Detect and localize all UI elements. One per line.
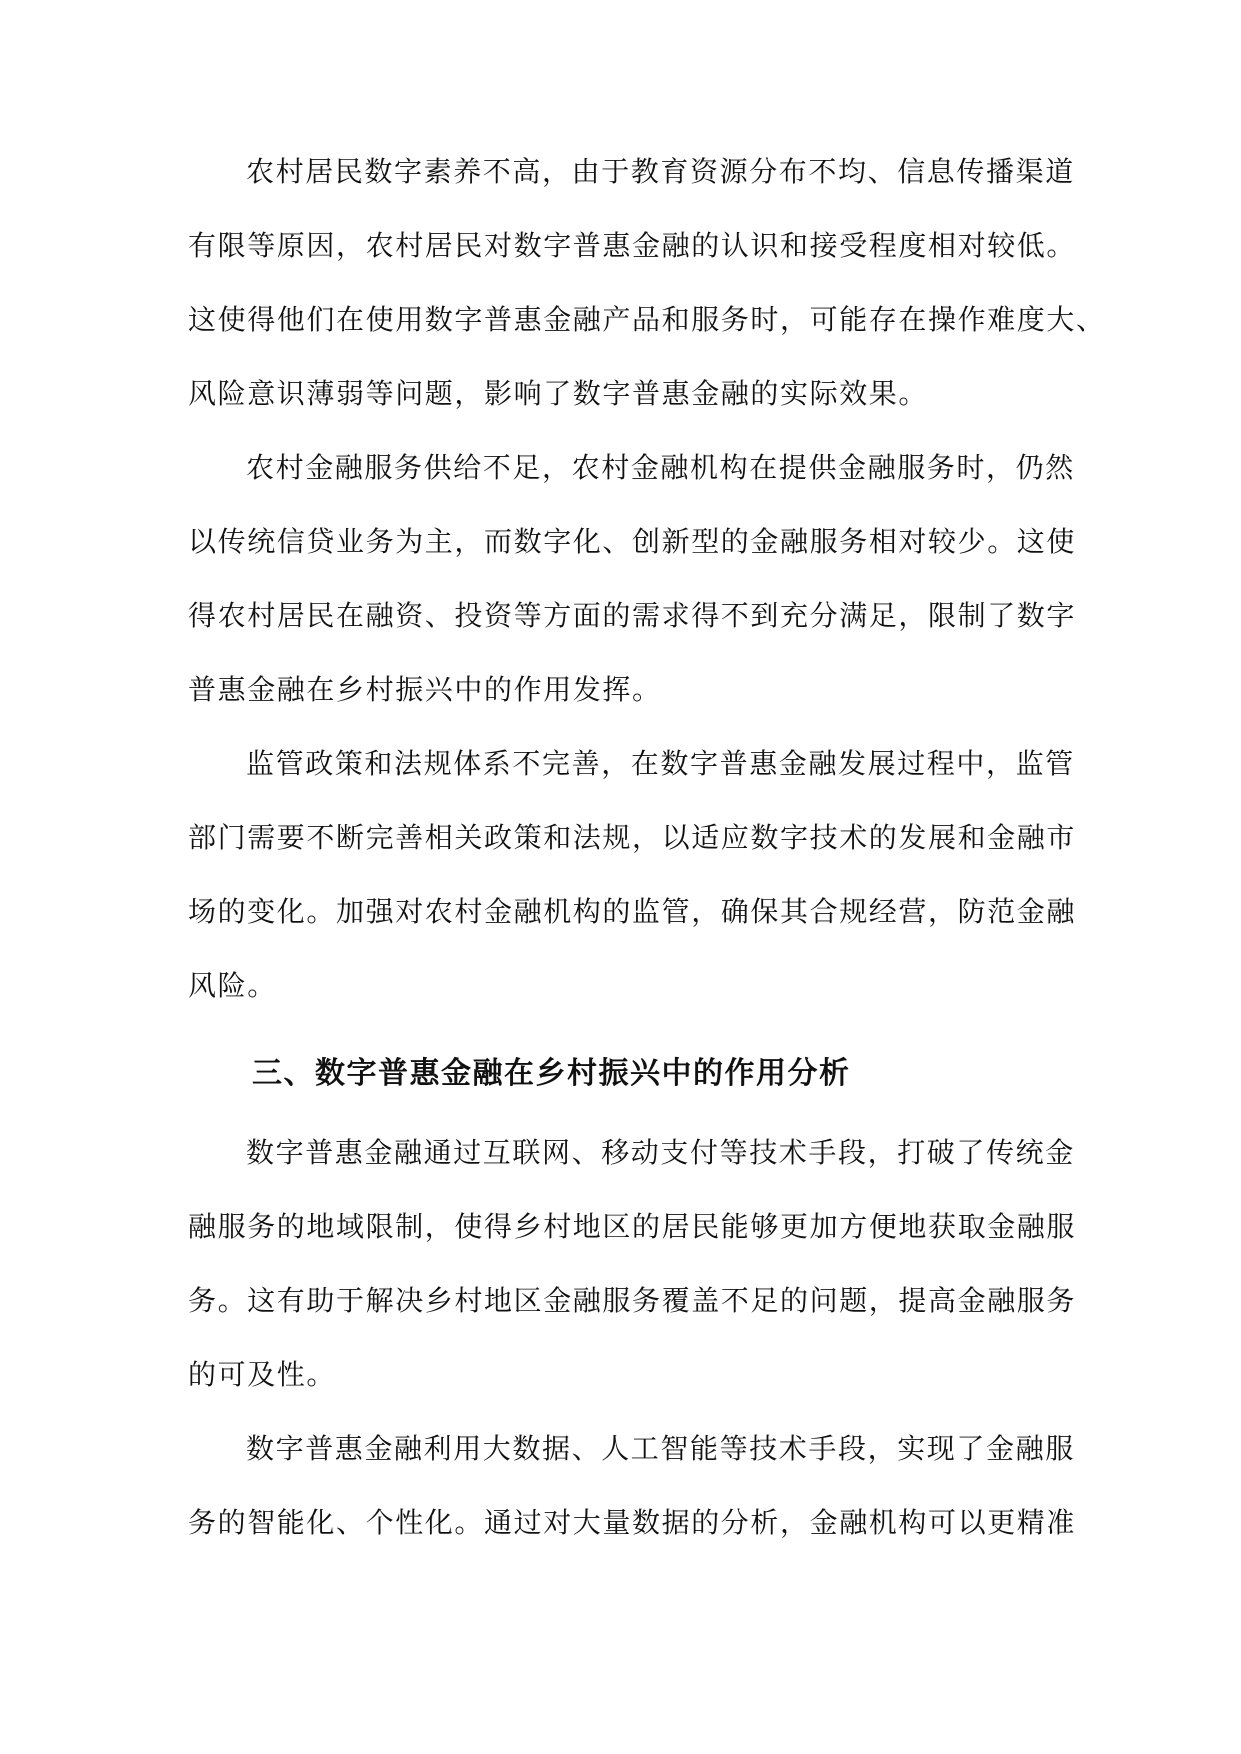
paragraph-3-line-2: 部门需要不断完善相关政策和法规，以适应数字技术的发展和金融市 — [188, 821, 1077, 854]
section-paragraph-1-line-2: 融服务的地域限制，使得乡村地区的居民能够更加方便地获取金融服 — [188, 1210, 1077, 1243]
paragraph-2-line-2: 以传统信贷业务为主，而数字化、创新型的金融服务相对较少。这使 — [188, 525, 1077, 558]
section-paragraph-2-line-1: 数字普惠金融利用大数据、人工智能等技术手段，实现了金融服 — [246, 1432, 1075, 1465]
paragraph-3-line-3: 场的变化。加强对农村金融机构的监管，确保其合规经营，防范金融 — [188, 895, 1077, 928]
paragraph-1-line-3: 这使得他们在使用数字普惠金融产品和服务时，可能存在操作难度大、 — [188, 303, 1106, 336]
section-paragraph-1-line-4: 的可及性。 — [188, 1358, 337, 1391]
paragraph-1-line-4: 风险意识薄弱等问题，影响了数字普惠金融的实际效果。 — [188, 377, 929, 410]
paragraph-2-line-4: 普惠金融在乡村振兴中的作用发挥。 — [188, 673, 662, 706]
paragraph-2-line-3: 得农村居民在融资、投资等方面的需求得不到充分满足，限制了数字 — [188, 599, 1077, 632]
paragraph-1-line-2: 有限等原因，农村居民对数字普惠金融的认识和接受程度相对较低。 — [188, 229, 1077, 262]
paragraph-3-line-4: 风险。 — [188, 969, 277, 1002]
section-paragraph-1-line-3: 务。这有助于解决乡村地区金融服务覆盖不足的问题，提高金融服务 — [188, 1284, 1077, 1317]
paragraph-1-line-1: 农村居民数字素养不高，由于教育资源分布不均、信息传播渠道 — [246, 155, 1075, 188]
section-paragraph-1-line-1: 数字普惠金融通过互联网、移动支付等技术手段，打破了传统金 — [246, 1136, 1075, 1169]
paragraph-3-line-1: 监管政策和法规体系不完善，在数字普惠金融发展过程中，监管 — [246, 747, 1075, 780]
section-paragraph-2-line-2: 务的智能化、个性化。通过对大量数据的分析，金融机构可以更精准 — [188, 1506, 1077, 1539]
paragraph-2-line-1: 农村金融服务供给不足，农村金融机构在提供金融服务时，仍然 — [246, 451, 1075, 484]
section-heading: 三、数字普惠金融在乡村振兴中的作用分析 — [252, 1056, 851, 1091]
